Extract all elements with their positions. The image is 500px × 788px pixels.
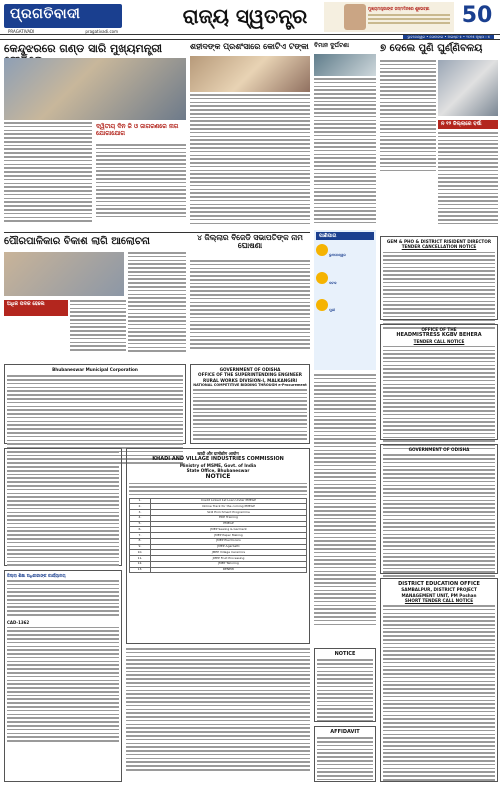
ad-portrait bbox=[344, 4, 366, 30]
table-cell: 6. bbox=[130, 527, 151, 533]
district-edu-odia-title: ଜିଲ୍ଲା ଶିକ୍ଷା ଅଧିକାରୀଙ୍କ କାର୍ଯ୍ୟାଳୟ bbox=[7, 573, 66, 578]
district-edu-line-3: MANAGEMENT UNIT, PM Poshan bbox=[401, 592, 477, 598]
story1-text bbox=[4, 122, 92, 222]
affidavit-title: AFFIDAVIT bbox=[330, 729, 360, 735]
table-row bbox=[130, 567, 307, 573]
district-edu-notice bbox=[380, 578, 498, 782]
story1-headline: କେନ୍ଦୁଝରରେ ଗଣ୍ଡ ସାରି ମୁଖ୍ୟମନ୍ତ୍ରୀ bbox=[4, 42, 163, 55]
ad-text-lines bbox=[368, 14, 450, 26]
story5-text bbox=[96, 144, 186, 224]
khadi-hindi-title: खादी और ग्रामोद्योग आयोग bbox=[197, 451, 239, 456]
table-cell: 11. bbox=[130, 556, 151, 562]
table-cell: JMEP Tailoring bbox=[150, 561, 306, 567]
headmistress-line-3: TENDER CALL NOTICE bbox=[413, 338, 465, 344]
table-cell: 3. bbox=[130, 510, 151, 516]
table-cell: Credit Linked 1st Loan Under PMEGP bbox=[150, 498, 306, 504]
story7-text bbox=[190, 260, 310, 360]
sun-icon bbox=[316, 244, 328, 256]
story7-headline: ୪ ଜିଲ୍ଲାର ବିଜେଡି ସଭାପତିଙ୍କ ନାମ ଘୋଷଣା bbox=[197, 233, 303, 251]
rural-works-line-1: GOVERNMENT OF ODISHA bbox=[219, 367, 281, 372]
rural-works-notice bbox=[190, 364, 310, 444]
weather-box bbox=[314, 230, 376, 370]
rural-works-line-3: RURAL WORKS DIVISION-I, MALKANGIRI bbox=[203, 377, 297, 383]
gem-body bbox=[383, 252, 495, 329]
table-cell: 5. bbox=[130, 521, 151, 527]
table-cell: 13. bbox=[130, 567, 151, 573]
headmistress-body bbox=[383, 346, 495, 450]
anniversary-number: 50 bbox=[461, 3, 493, 28]
district-edu-line-4: SHORT TENDER CALL NOTICE bbox=[404, 597, 474, 603]
table-cell: 2. bbox=[130, 504, 151, 510]
sun-icon bbox=[316, 299, 328, 311]
bmc-title: Bhubaneswar Municipal Corporation bbox=[52, 367, 138, 372]
masthead-sub-right: pragativadi.com bbox=[85, 29, 118, 34]
cad-body bbox=[7, 627, 119, 742]
story4-subheadline: ନ ୧୨ ଜିଲ୍ଲାରେ ବର୍ଷା bbox=[438, 120, 498, 129]
small-notice-body bbox=[317, 659, 373, 721]
story4-text bbox=[380, 60, 436, 180]
tender-cancel-title: TENDER CANCELLATION NOTICE bbox=[401, 244, 477, 250]
dateline-text: ଭୁବନେଶ୍ୱର • ସୋମବାର • ଅଗଷ୍ଟ ୫ • ୨୦୨୫ ପୃଷ୍ଠା : ୫ bbox=[403, 35, 494, 39]
district-edu-line-2: SAMBALPUR, DISTRICT PROJECT bbox=[401, 587, 477, 593]
table-cell: 8. bbox=[130, 538, 151, 544]
table-cell: RENEW bbox=[150, 567, 306, 573]
khadi-intro bbox=[129, 483, 307, 496]
cad-title: CAD-1362 bbox=[7, 619, 30, 625]
anniversary-badge bbox=[456, 2, 498, 32]
bmc-notice bbox=[4, 364, 186, 444]
top-ad-banner bbox=[324, 2, 454, 32]
story1-photo bbox=[4, 58, 186, 120]
story4-text2 bbox=[438, 132, 498, 232]
table-cell: JMEP Agarbatti bbox=[150, 544, 306, 550]
small-notice-title: NOTICE bbox=[334, 651, 356, 657]
rural-works-body bbox=[193, 389, 307, 440]
weather-city-2: କଟକ bbox=[329, 280, 337, 285]
table-cell: JMEP Electronics bbox=[150, 538, 306, 544]
khadi-notice-label: NOTICE bbox=[205, 473, 231, 480]
story6-text bbox=[128, 252, 186, 362]
story6-photo bbox=[4, 252, 124, 296]
story4-photo bbox=[438, 60, 498, 116]
headmistress-notice bbox=[380, 324, 498, 440]
masthead-sub-left: PRAGATIVADI bbox=[8, 29, 35, 34]
sun-icon bbox=[316, 272, 328, 284]
story2-headline: ଶହୀଦଙ୍କ ପ୍ରଶଂସାରେ କୋଟିଏ ଟଙ୍କା bbox=[190, 42, 309, 51]
rural-works-line-4: NATIONAL COMPETITIVE BIDDING THROUGH e-Procurement bbox=[193, 382, 307, 387]
story2-text bbox=[190, 94, 310, 224]
story6-headline: ପୌରପାଳିକାର ବିକାଶ ଲାଗି ଆଲୋଚନା bbox=[4, 236, 150, 247]
table-cell: JMEP Village Ceramics bbox=[150, 550, 306, 556]
section-title: ରାଜ୍ୟ ସ୍ୱତନ୍ତ୍ର bbox=[182, 4, 308, 28]
weather-city-1: ଭୁବନେଶ୍ୱର bbox=[329, 253, 346, 258]
table-cell: JMEP Sewing & Garment bbox=[150, 527, 306, 533]
khadi-notice bbox=[126, 448, 310, 644]
khadi-ministry: Ministry of MSME, Govt. of India bbox=[179, 462, 257, 468]
story8-headline: ଅଧିକ ପଦକ ହେଲେ bbox=[4, 300, 68, 316]
left-mid-body bbox=[7, 451, 119, 566]
dateline-bar bbox=[0, 34, 500, 40]
table-cell: Skill Enrichment Programme bbox=[150, 510, 306, 516]
table-cell: EDP Training bbox=[150, 515, 306, 521]
khadi-footer bbox=[126, 648, 310, 782]
table-cell: Online Track for the coming PMEGP bbox=[150, 504, 306, 510]
table-cell: JMEP Fruit Processing bbox=[150, 556, 306, 562]
story5-headline: ଦ୍ୱିତୀୟ ଦିନ ଜି ଓ ଜାଗରଣରେ ନାଗ ଯୋଗାଯୋଗ bbox=[96, 123, 179, 137]
district-edu-odia bbox=[4, 570, 122, 782]
gov-odisha-notice-2 bbox=[380, 444, 498, 574]
table-cell: PMEGP bbox=[150, 521, 306, 527]
gov-odisha-2-title: GOVERNMENT OF ODISHA bbox=[408, 447, 470, 452]
story3-headline: ବିମାନ ଦୁର୍ଘଟଣା bbox=[314, 42, 350, 49]
story2-photo bbox=[190, 56, 310, 92]
mid-right-classifieds bbox=[314, 374, 376, 644]
story4-headline: ୭ ଦେଲେ ପୁଣି ଘୁର୍ଣ୍ଣିବଳୟ bbox=[380, 43, 483, 54]
story3-text bbox=[314, 78, 376, 228]
weather-city-3: ପୁରୀ bbox=[329, 308, 336, 313]
table-cell: JMEP Paper Making bbox=[150, 533, 306, 539]
table-cell: 12. bbox=[130, 561, 151, 567]
small-notice bbox=[314, 648, 376, 722]
weather-title: ପାଣିପାଗ bbox=[316, 232, 374, 240]
newspaper-logo: ପ୍ରଗତିବାଦୀ bbox=[4, 4, 122, 28]
story3-photo bbox=[314, 54, 376, 76]
headmistress-line-2: HEADMISTRESS KGBV BEHERA bbox=[396, 332, 482, 339]
affidavit-body bbox=[317, 737, 373, 780]
table-cell: 7. bbox=[130, 533, 151, 539]
headmistress-line-1: OFFICE OF THE bbox=[421, 327, 457, 332]
gov-odisha-2-body bbox=[383, 454, 495, 577]
story8-text bbox=[70, 300, 126, 360]
table-cell: 4. bbox=[130, 515, 151, 521]
district-edu-body bbox=[383, 605, 495, 781]
khadi-table bbox=[129, 498, 307, 574]
table-cell: 9. bbox=[130, 544, 151, 550]
gem-title: GEM & PHO & DISTRICT RISIDENT DIRECTOR bbox=[386, 239, 492, 244]
gem-notice bbox=[380, 236, 498, 320]
khadi-en-title: KHADI AND VILLAGE INDUSTRIES COMMISSION bbox=[152, 456, 284, 463]
table-cell: 1. bbox=[130, 498, 151, 504]
district-edu-line-1: DISTRICT EDUCATION OFFICE bbox=[398, 581, 480, 587]
affidavit-notice bbox=[314, 726, 376, 782]
rural-works-line-2: OFFICE OF THE SUPERINTENDING ENGINEER bbox=[198, 372, 302, 378]
district-edu-odia-body bbox=[7, 580, 119, 616]
left-mid-notice bbox=[4, 448, 122, 566]
ad-name: ମୁଖ୍ୟମନ୍ତ୍ରୀଙ୍କ ଜନ୍ମଦିନରେ ଶୁଭେଚ୍ଛା bbox=[368, 6, 430, 11]
table-cell: 10. bbox=[130, 550, 151, 556]
khadi-office: State Office, Bhubaneswar bbox=[186, 467, 250, 473]
